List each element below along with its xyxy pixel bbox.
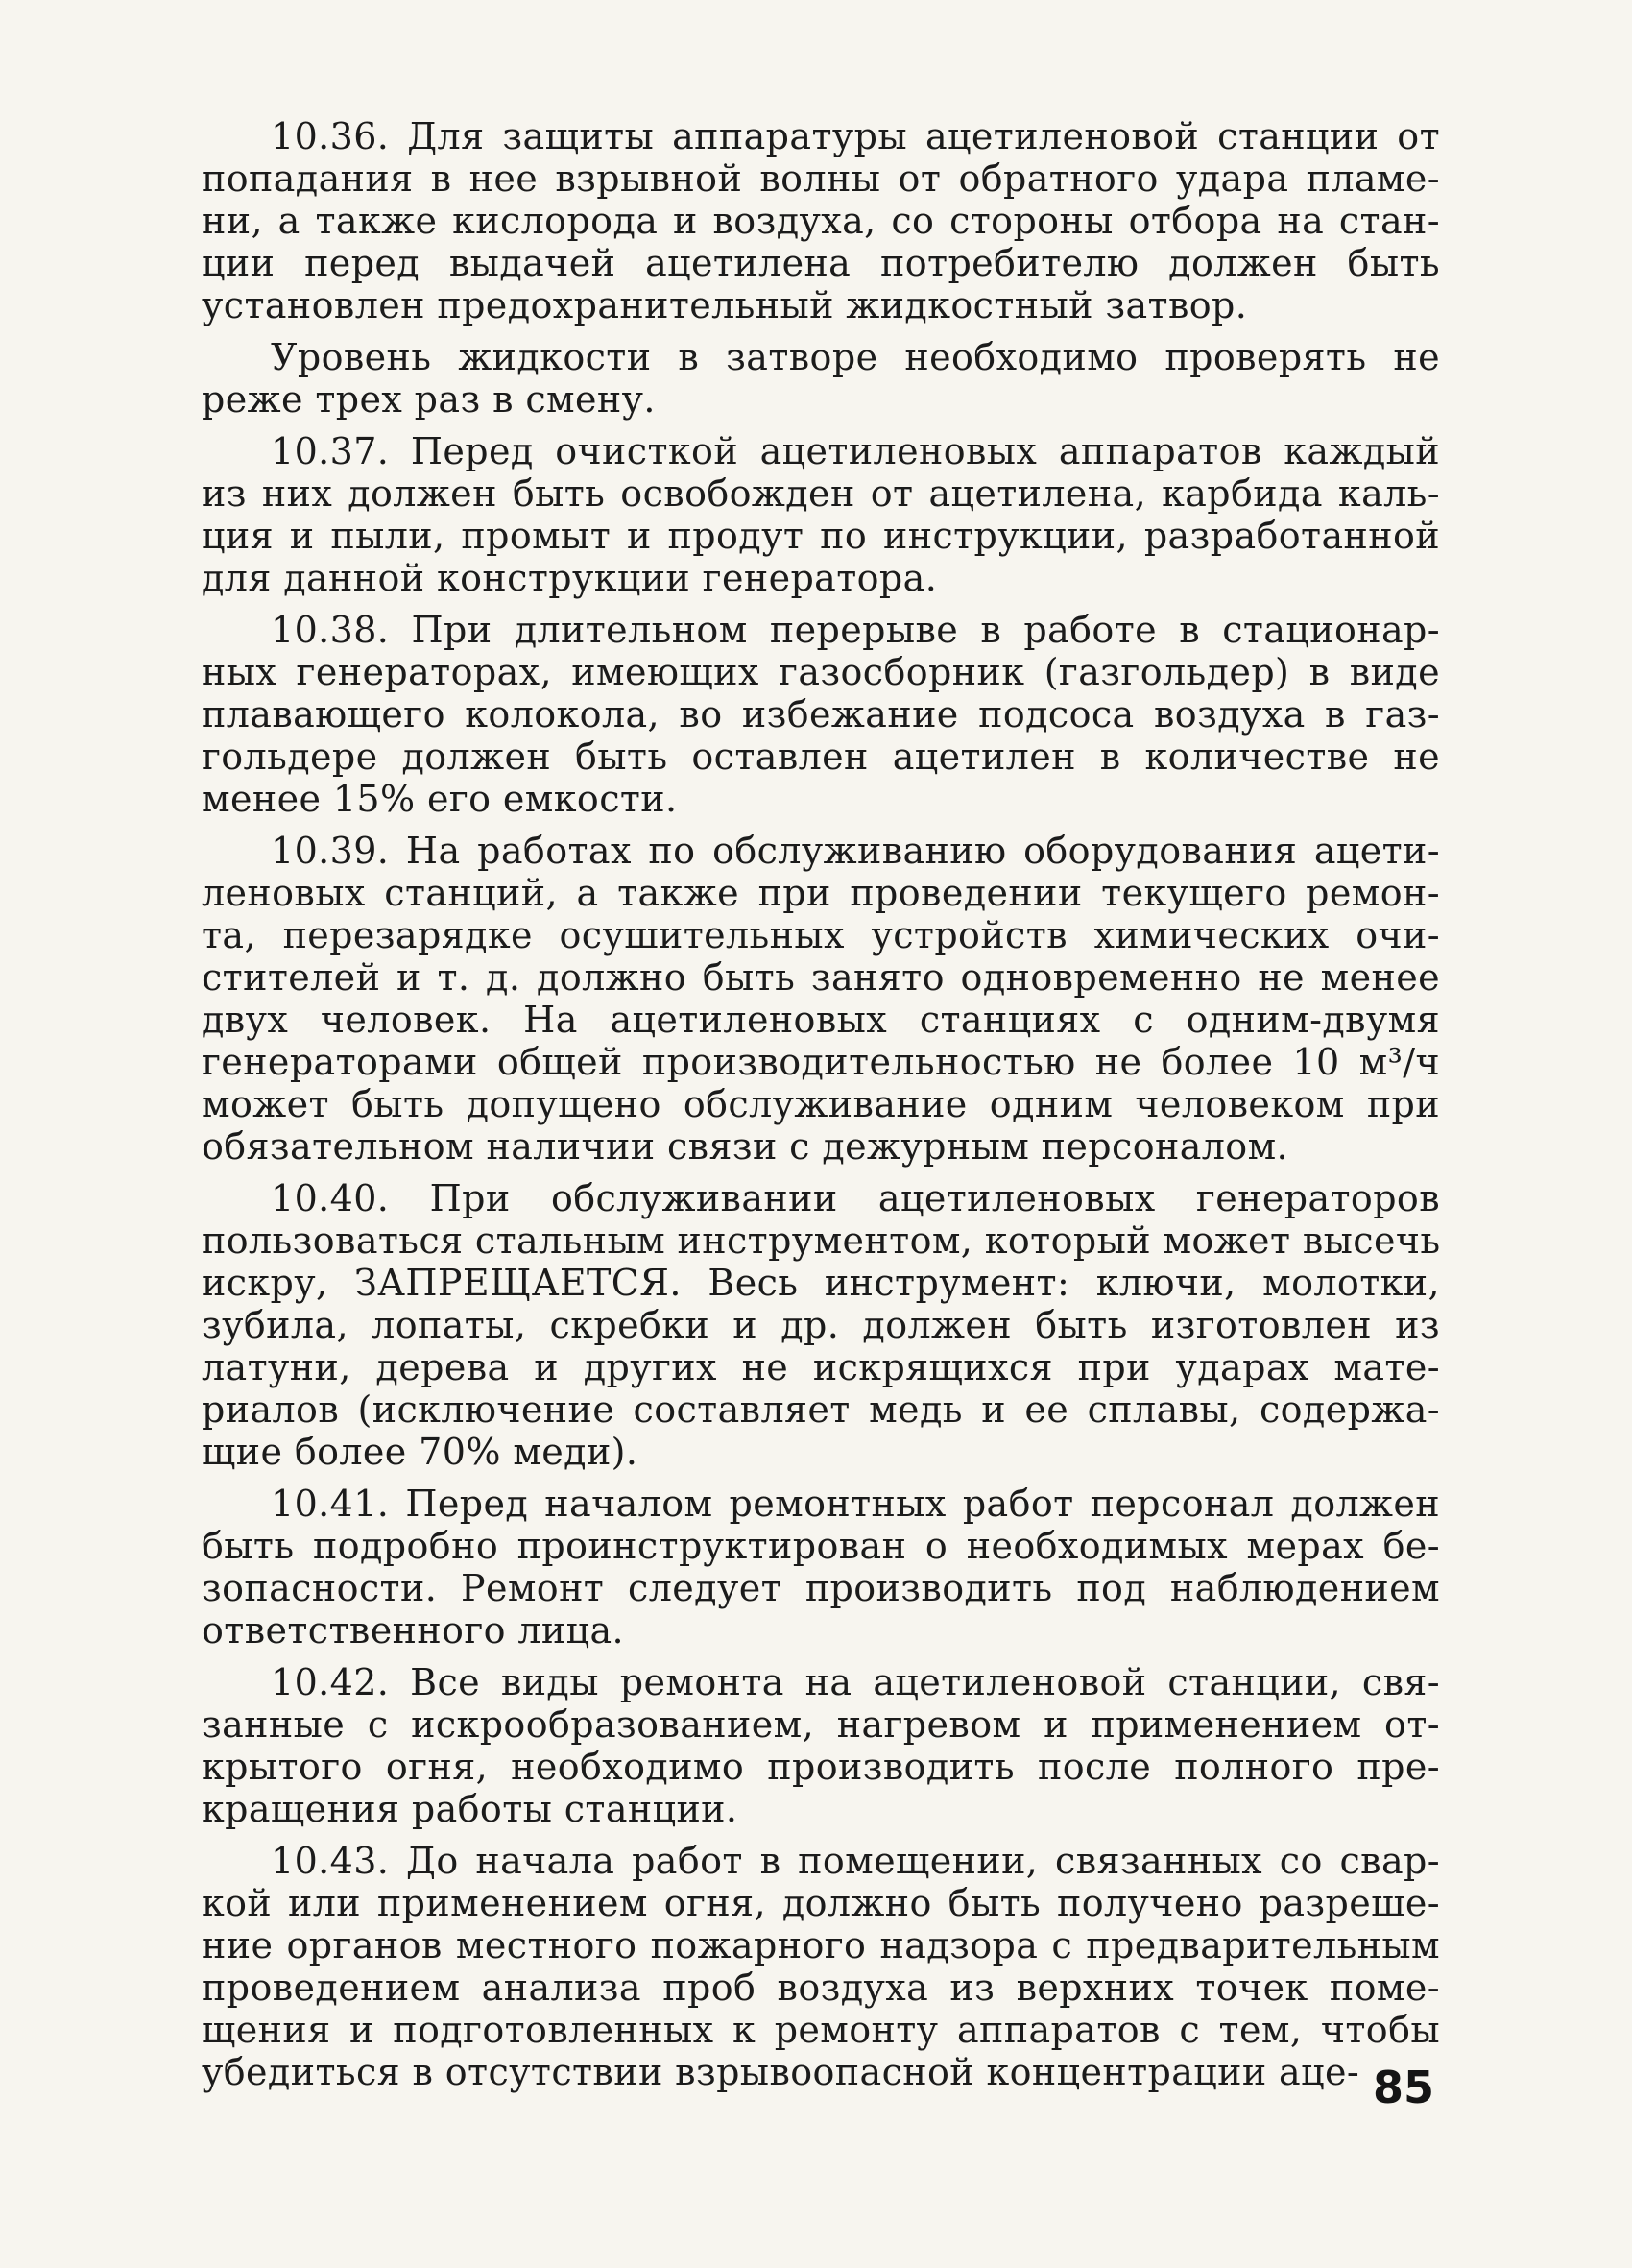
text-line: может быть допущено обслуживание одним человеком при [202, 1083, 1440, 1125]
paragraph [202, 830, 1440, 1168]
text-line: 10.38. При длительном перерыве в работе в стационар- [271, 609, 1440, 651]
text-line: стителей и т. д. должно быть занято одновременно не менее [202, 956, 1440, 999]
text-line: плавающего колокола, во избежание подсоса воздуха в газ- [202, 693, 1440, 736]
text-line: убедиться в отсутствии взрывоопасной концентрации аце- [202, 2051, 1360, 2093]
text-line: ции перед выдачей ацетилена потребителю должен быть [202, 242, 1440, 284]
text-line: обязательном наличии связи с дежурным персоналом. [202, 1125, 1289, 1168]
paragraph [202, 1840, 1440, 2093]
text-line: 10.40. При обслуживании ацетиленовых генераторов [271, 1177, 1440, 1219]
text-line: ответственного лица. [202, 1609, 625, 1652]
paragraph [202, 1661, 1440, 1830]
paragraph [202, 430, 1440, 599]
text-line: зопасности. Ремонт следует производить под наблюдением [202, 1567, 1440, 1609]
text-line: 10.42. Все виды ремонта на ацетиленовой станции, свя- [271, 1661, 1440, 1703]
text-line: искру, ЗАПРЕЩАЕТСЯ. Весь инструмент: ключи, молотки, [202, 1262, 1440, 1304]
text-line: кращения работы станции. [202, 1788, 738, 1830]
text-line: ных генераторах, имеющих газосборник (газгольдер) в виде [202, 651, 1440, 693]
text-line: ция и пыли, промыт и продут по инструкции, разработанной [202, 515, 1440, 557]
paragraph [202, 1483, 1440, 1652]
paragraph [202, 336, 1440, 421]
text-line: из них должен быть освобожден от ацетилена, карбида каль- [202, 472, 1440, 515]
text-line: менее 15% его емкости. [202, 778, 678, 820]
text-line: леновых станций, а также при проведении текущего ремон- [202, 872, 1440, 914]
paragraph [202, 115, 1440, 326]
text-line: занные с искрообразованием, нагревом и применением от- [202, 1703, 1440, 1746]
text-line: Уровень жидкости в затворе необходимо проверять не [271, 336, 1440, 378]
text-line: быть подробно проинструктирован о необходимых мерах бе- [202, 1525, 1440, 1567]
text-line: крытого огня, необходимо производить после полного пре- [202, 1746, 1440, 1788]
text-line: та, перезарядке осушительных устройств химических очи- [202, 914, 1440, 956]
paragraph [202, 1177, 1440, 1473]
text-line: ни, а также кислорода и воздуха, со стороны отбора на стан- [202, 200, 1440, 242]
text-line: 10.43. До начала работ в помещении, связанных со свар- [271, 1840, 1440, 1882]
text-line: установлен предохранительный жидкостный затвор. [202, 284, 1248, 326]
paragraph [202, 609, 1440, 820]
text-line: зубила, лопаты, скребки и др. должен быть изготовлен из [202, 1304, 1440, 1346]
text-line: 10.37. Перед очисткой ацетиленовых аппаратов каждый [271, 430, 1440, 472]
text-line: для данной конструкции генератора. [202, 557, 938, 599]
text-line: 10.39. На работах по обслуживанию оборудования ацети- [271, 830, 1440, 872]
text-line: гольдере должен быть оставлен ацетилен в количестве не [202, 736, 1440, 778]
text-line: пользоваться стальным инструментом, который может высечь [202, 1219, 1441, 1262]
text-line: 10.41. Перед началом ремонтных работ персонал должен [271, 1483, 1440, 1525]
text-line: ние органов местного пожарного надзора с предварительным [202, 1924, 1440, 1966]
page-number: 85 [1373, 2062, 1435, 2113]
text-line: щие более 70% меди). [202, 1431, 638, 1473]
text-line: кой или применением огня, должно быть получено разреше- [202, 1882, 1440, 1924]
text-line: реже трех раз в смену. [202, 378, 656, 421]
text-line: двух человек. На ацетиленовых станциях с одним-двумя [202, 999, 1440, 1041]
text-line: риалов (исключение составляет медь и ее сплавы, содержа- [202, 1388, 1440, 1431]
text-line: латуни, дерева и других не искрящихся при ударах мате- [202, 1346, 1440, 1388]
text-line: проведением анализа проб воздуха из верхних точек поме- [202, 1966, 1440, 2009]
text-line: попадания в нее взрывной волны от обратного удара пламе- [202, 157, 1440, 200]
text-line: щения и подготовленных к ремонту аппаратов с тем, чтобы [202, 2009, 1440, 2051]
text-line: генераторами общей производительностью не более 10 м³/ч [202, 1041, 1440, 1083]
text-line: 10.36. Для защиты аппаратуры ацетиленовой станции от [271, 115, 1440, 157]
text-block [202, 115, 1440, 2103]
